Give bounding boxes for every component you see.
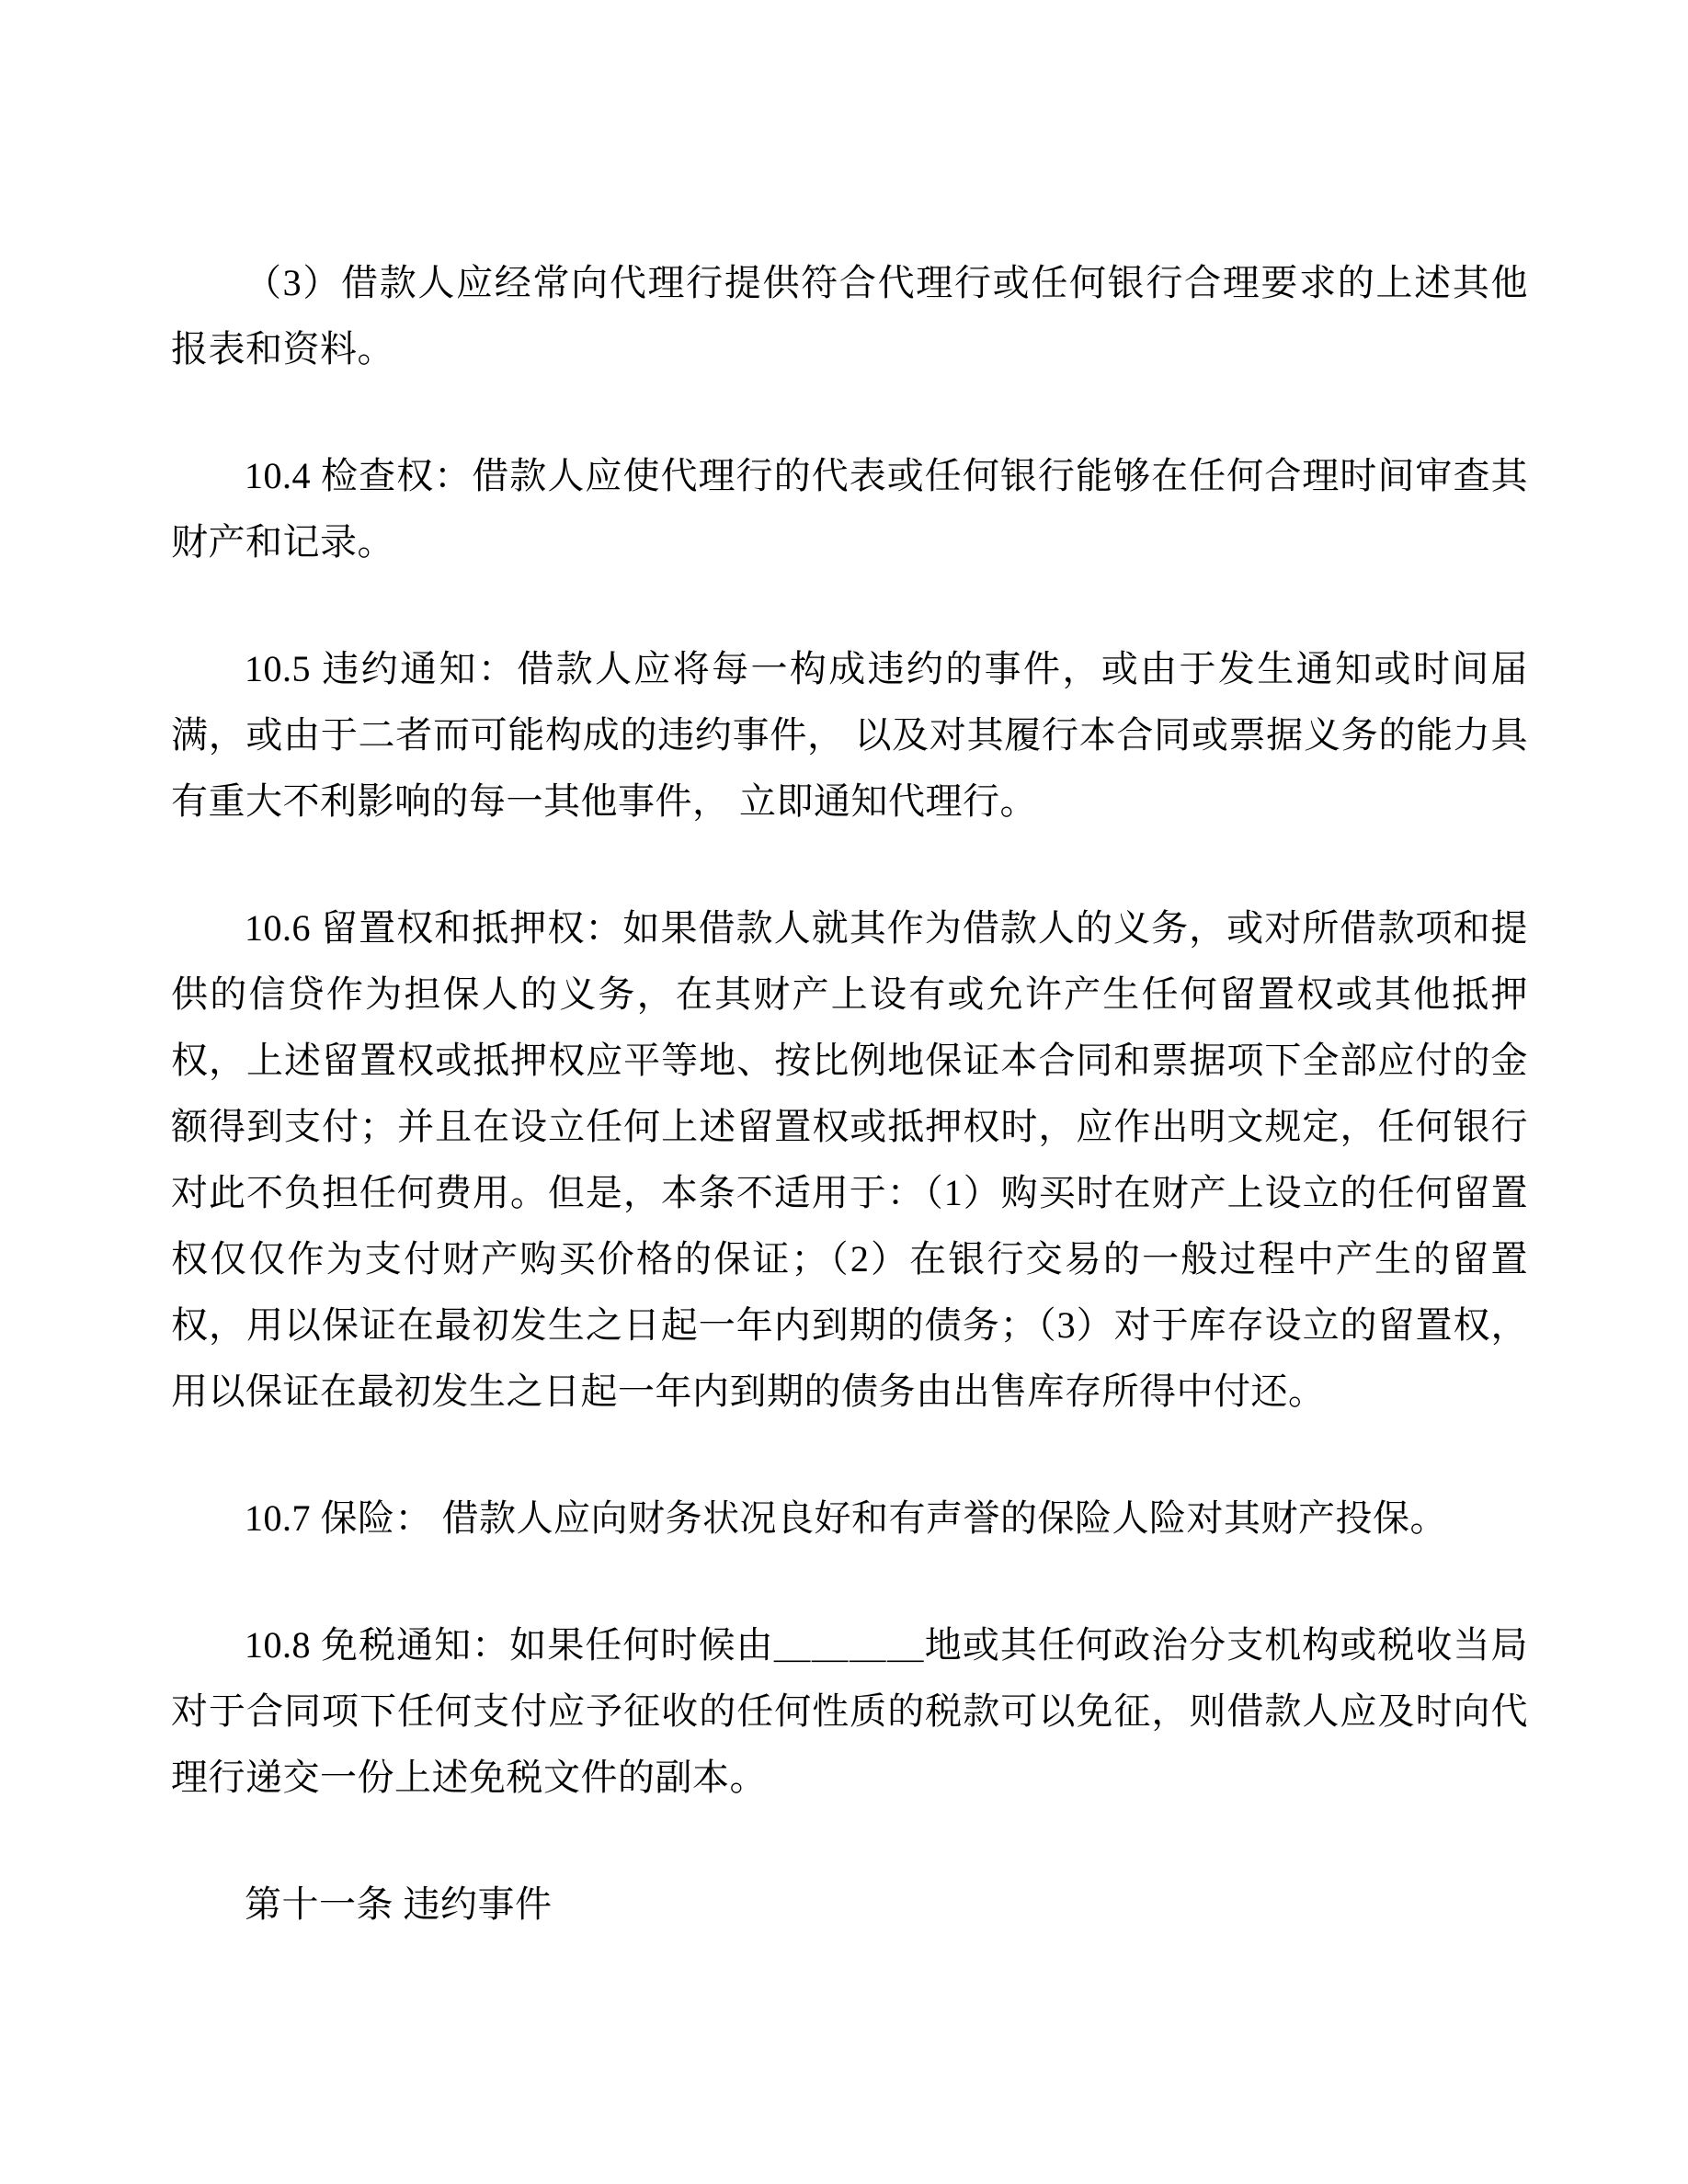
paragraph-clause-10-3-item-3: （3）借款人应经常向代理行提供符合代理行或任何银行合理要求的上述其他报表和资料。 bbox=[171, 262, 1528, 370]
paragraph-clause-10-8-tax-exemption-notice: 10.8 免税通知：如果任何时候由＿＿＿＿地或其任何政治分支机构或税收当局对于合同项下任何支付应予征收的任何性质的税款可以免征，则借款人应及时向代理行递交一份上述免税文件的副本。 bbox=[171, 1624, 1528, 1798]
paragraph-clause-10-5-default-notice: 10.5 违约通知：借款人应将每一构成违约的事件，或由于发生通知或时间届满，或由于二者而可能构成的违约事件， 以及对其履行本合同或票据义务的能力具有重大不利影响的每一其他事件， 立即通知代理行。 bbox=[171, 648, 1528, 822]
paragraph-clause-10-6-liens-and-mortgages: 10.6 留置权和抵押权：如果借款人就其作为借款人的义务，或对所借款项和提供的信贷作为担保人的义务，在其财产上设有或允许产生任何留置权或其他抵押权，上述留置权或抵押权应平等地、按比例地保证本合同和票据项下全部应付的金额得到支付；并且在设立任何上述留置权或抵押权时，应作出明文规定，任何银行对此不负担任何费用。但是，本条不适用于：（1）购买时在财产上设立的任何留置权仅仅作为支付财产购买价格的保证；（2）在银行交易的一般过程中产生的留置权，用以保证在最初发生之日起一年内到期的债务；（3）对于库存设立的留置权，用以保证在最初发生之日起一年内到期的债务由出售库存所得中付还。 bbox=[171, 907, 1528, 1412]
paragraph-clause-10-7-insurance: 10.7 保险： 借款人应向财务状况良好和有声誉的保险人险对其财产投保。 bbox=[245, 1497, 1447, 1539]
paragraph-clause-10-4-inspection-right: 10.4 检查权：借款人应使代理行的代表或任何银行能够在任何合理时间审查其财产和记录。 bbox=[171, 455, 1528, 563]
article-11-heading: 第十一条 违约事件 bbox=[245, 1883, 553, 1925]
